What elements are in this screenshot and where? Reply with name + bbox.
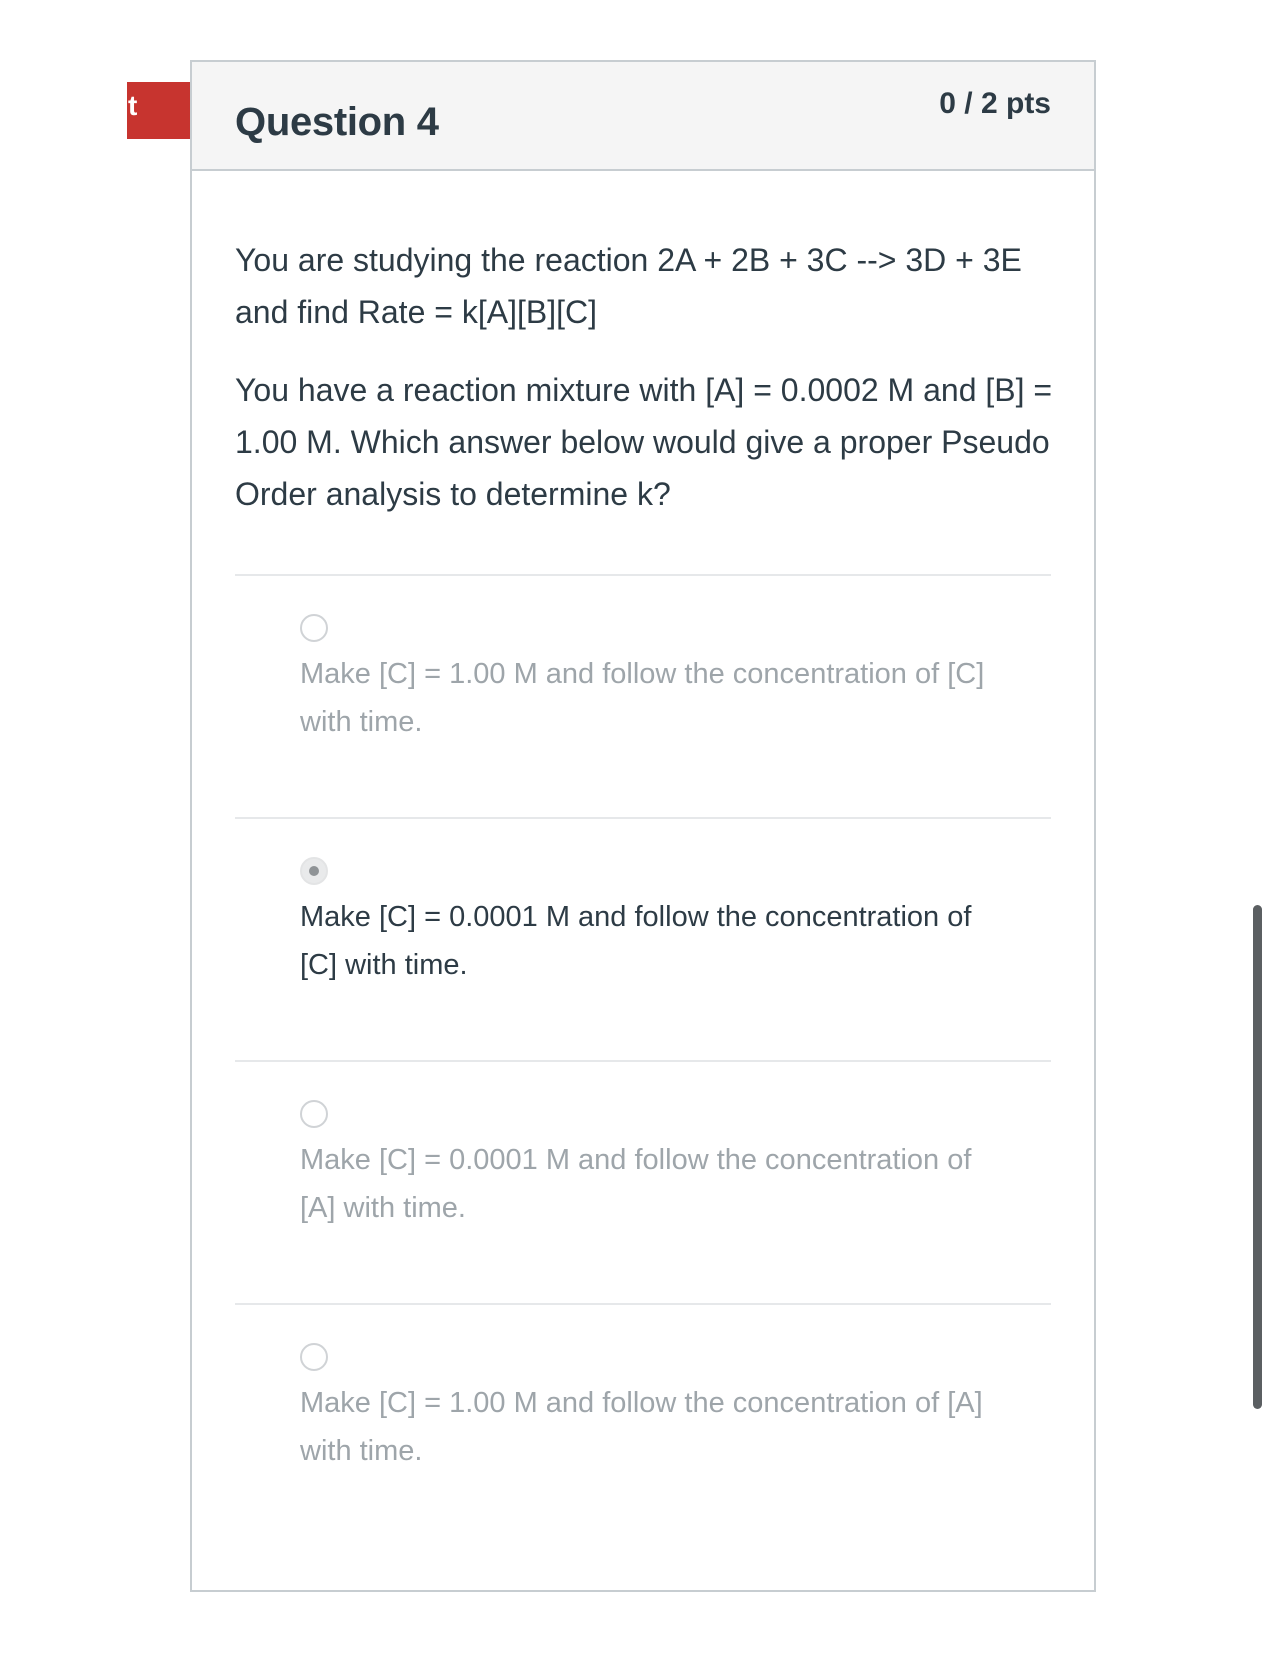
radio-button[interactable] [300, 1343, 328, 1371]
answer-label: Make [C] = 1.00 M and follow the concentration of [A] with time. [300, 1387, 983, 1467]
answer-option-3[interactable] [235, 1060, 1051, 1303]
question-text [235, 234, 1055, 546]
question-card [190, 60, 1096, 1592]
answer-list [235, 574, 1051, 1546]
radio-button[interactable] [300, 614, 328, 642]
answer-label: Make [C] = 1.00 M and follow the concentration of [C] with time. [300, 658, 985, 738]
question-title: Question 4 [235, 100, 439, 144]
radio-button[interactable] [300, 1100, 328, 1128]
answer-label: Make [C] = 0.0001 M and follow the concentration of [C] with time. [300, 901, 972, 981]
answer-option-1[interactable] [235, 574, 1051, 817]
question-paragraph: You are studying the reaction 2A + 2B + 3C --> 3D + 3E and find Rate = k[A][B][C] [235, 242, 1022, 330]
answer-option-4[interactable] [235, 1303, 1051, 1546]
answer-option-2[interactable] [235, 817, 1051, 1060]
question-header [192, 62, 1094, 171]
radio-button-selected[interactable] [300, 857, 328, 885]
scrollbar-thumb[interactable] [1253, 905, 1262, 1409]
question-points: 0 / 2 pts [939, 87, 1051, 120]
question-paragraph: You have a reaction mixture with [A] = 0.0002 M and [B] = 1.00 M. Which answer below would give a proper Pseudo Order analysis to determine k? [235, 372, 1053, 512]
answer-label: Make [C] = 0.0001 M and follow the concentration of [A] with time. [300, 1144, 972, 1224]
flag-label: t [128, 90, 138, 121]
